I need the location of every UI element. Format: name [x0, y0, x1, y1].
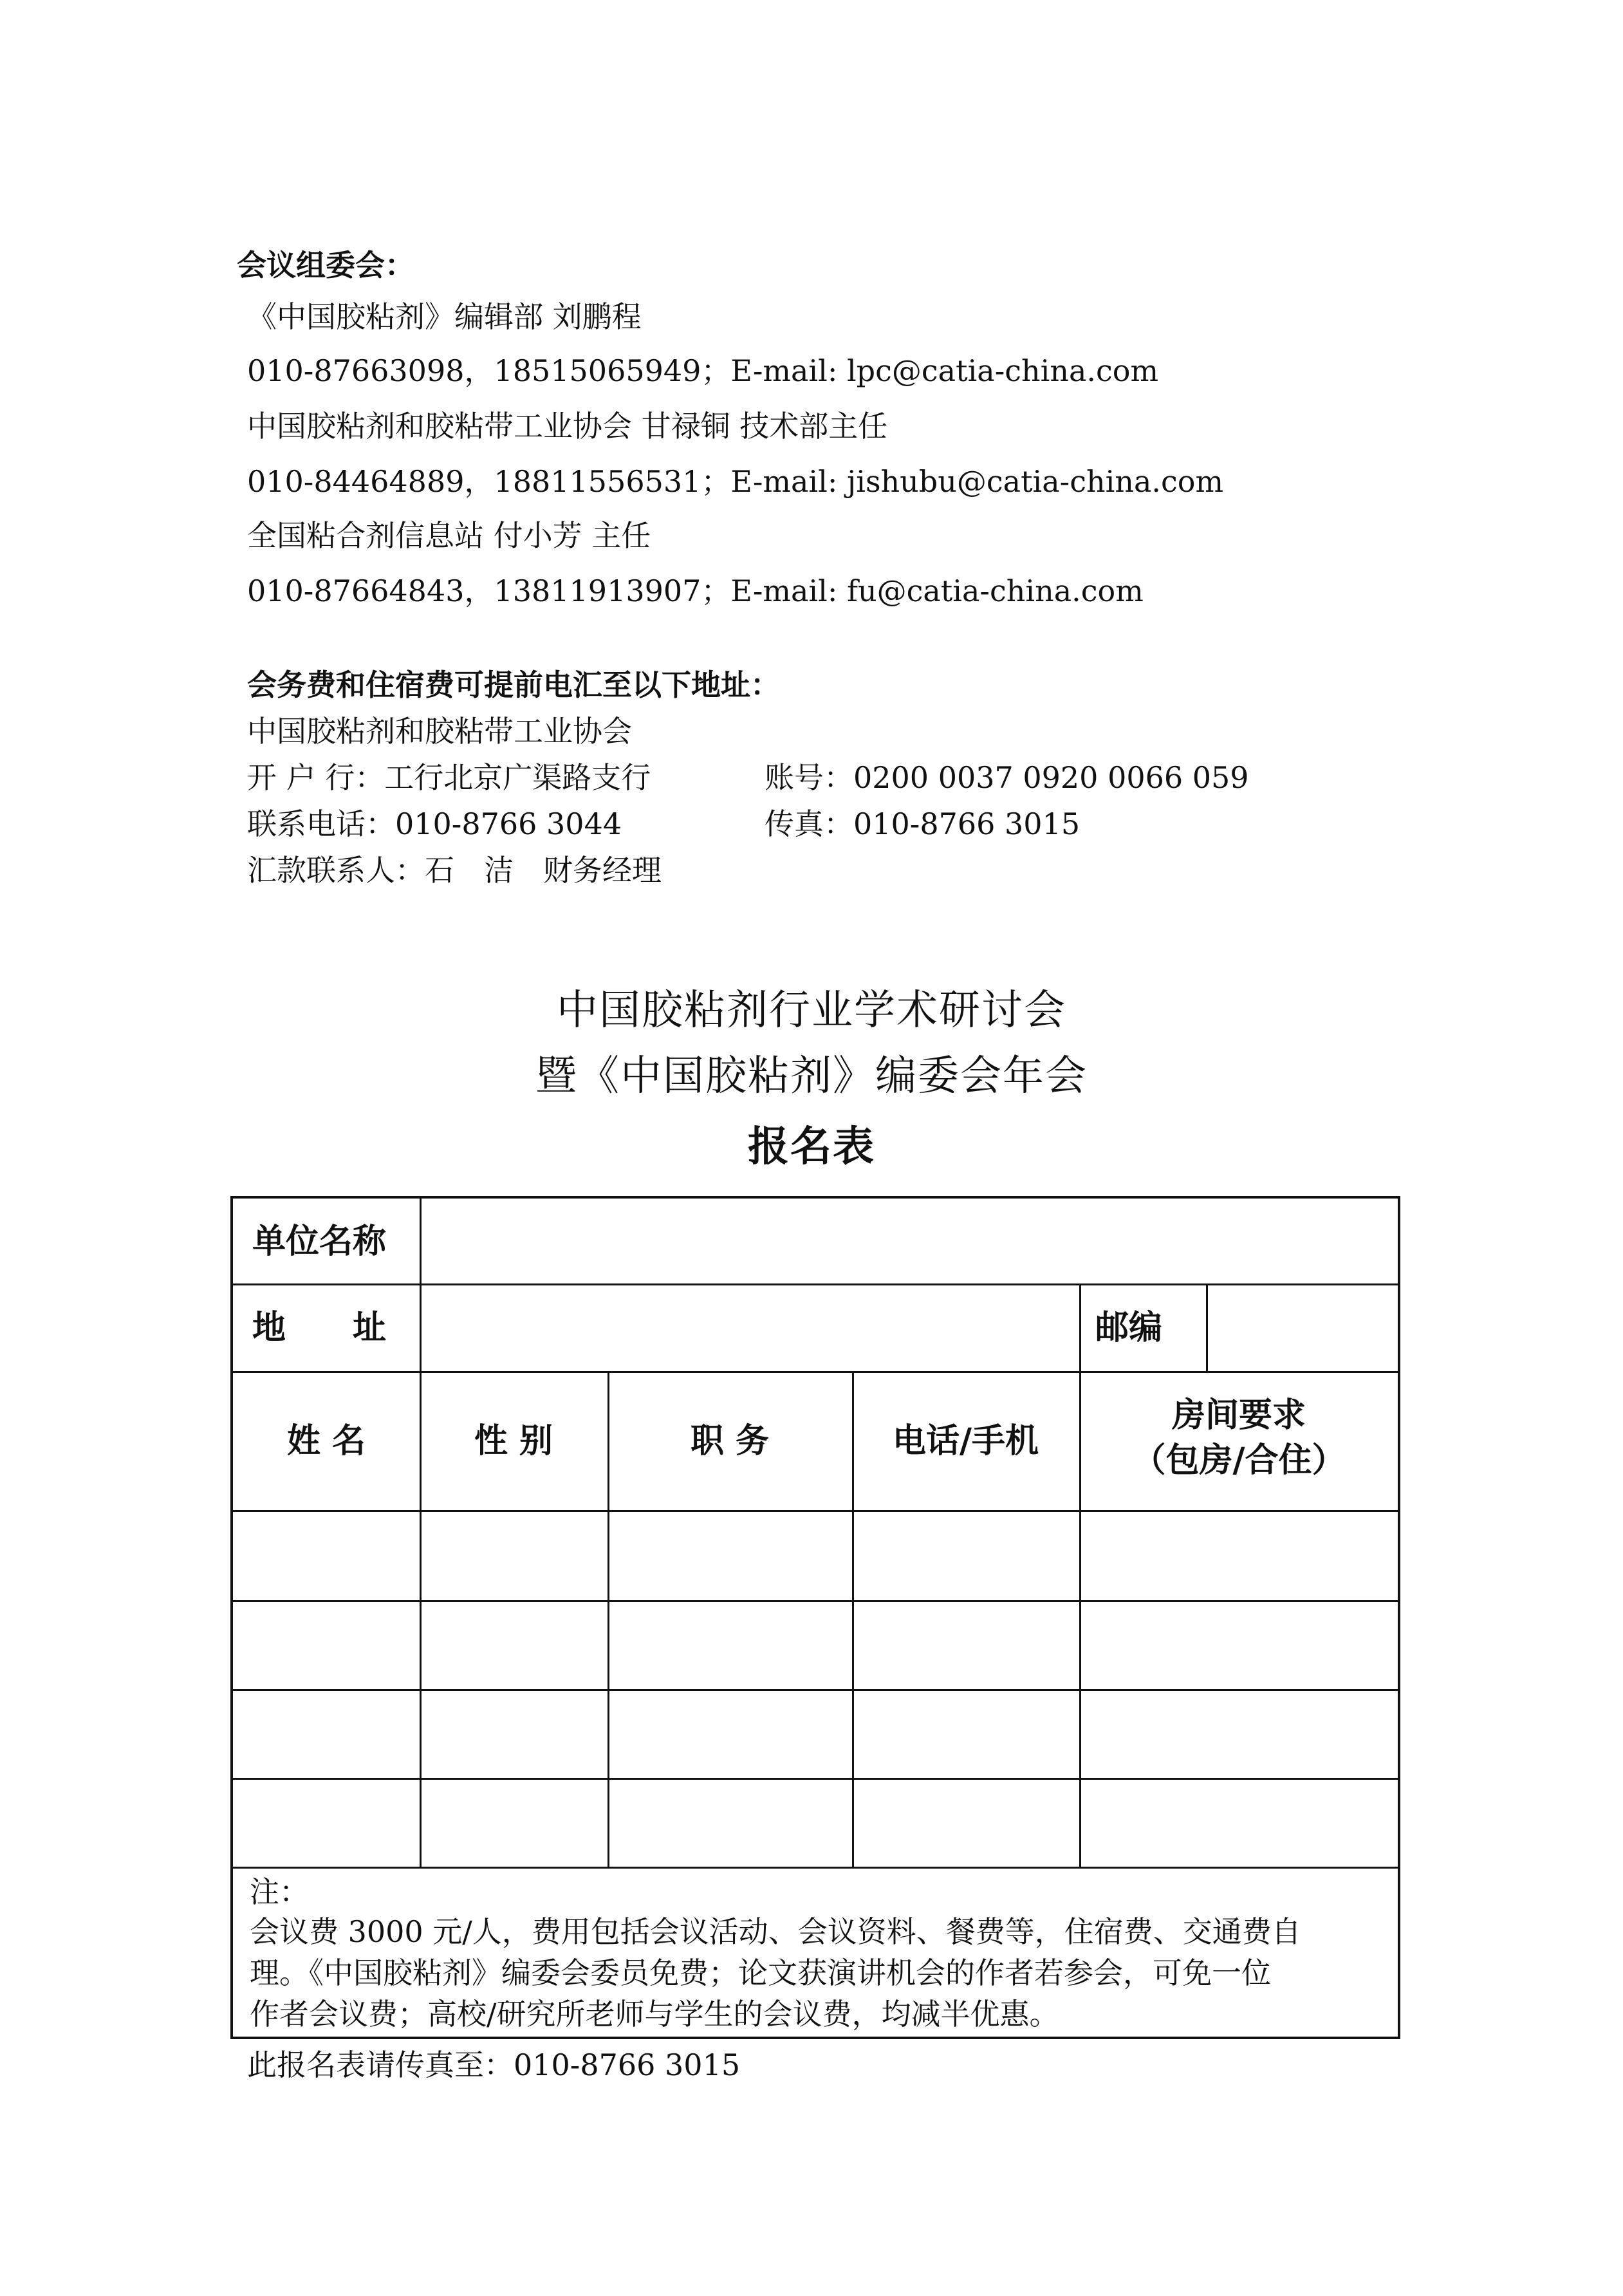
col-header-position: 职 务 [690, 1421, 770, 1461]
form-col-divider [1079, 1283, 1081, 1371]
address-label: 地 址 [252, 1308, 387, 1347]
postcode-field[interactable] [1210, 1287, 1396, 1368]
note-line-3: 作者会议费；高校/研究所老师与学生的会议费，均减半优惠。 [250, 1997, 1059, 2031]
form-row-divider [233, 1371, 1398, 1373]
form-title-line-2: 暨《中国胶粘剂》编委会年会 [535, 1052, 1088, 1100]
unit-name-label: 单位名称 [252, 1222, 387, 1261]
committee-line-1: 《中国胶粘剂》编辑部 刘鹏程 [247, 299, 642, 334]
form-title-line-1: 中国胶粘剂行业学术研讨会 [557, 987, 1066, 1034]
fax-note: 此报名表请传真至：010-8766 3015 [247, 2048, 741, 2082]
remittance-phone: 联系电话：010-8766 3044 [247, 807, 622, 841]
registration-form [230, 1196, 1400, 2039]
form-title-line-3: 报名表 [748, 1123, 875, 1171]
form-col-divider [1206, 1283, 1208, 1371]
note-label: 注： [250, 1874, 309, 1909]
committee-line-4: 010-84464889，18811556531；E-mail: jishubu@catia-china.com [247, 464, 1224, 499]
unit-name-field[interactable] [423, 1201, 1395, 1281]
committee-line-2: 010-87663098，18515065949；E-mail: lpc@catia-china.com [247, 353, 1159, 388]
note-line-1: 会议费 3000 元/人，费用包括会议活动、会议资料、餐费等，住宿费、交通费自 [250, 1914, 1301, 1949]
committee-line-3: 中国胶粘剂和胶粘带工业协会 甘禄铜 技术部主任 [247, 409, 888, 443]
address-field[interactable] [423, 1287, 1076, 1368]
note-line-2: 理。《中国胶粘剂》编委会委员免费；论文获演讲机会的作者若参会，可免一位 [250, 1955, 1271, 1990]
remittance-heading: 会务费和住宿费可提前电汇至以下地址： [247, 667, 780, 702]
remittance-contact: 汇款联系人：石 洁 财务经理 [247, 853, 662, 888]
postcode-label: 邮编 [1095, 1308, 1163, 1347]
form-row-divider [233, 1600, 1398, 1602]
remittance-account: 账号：0200 0037 0920 0066 059 [765, 760, 1249, 795]
col-header-name: 姓 名 [286, 1421, 366, 1461]
form-row-divider [233, 1867, 1398, 1869]
col-header-room: 房间要求 [1171, 1395, 1306, 1435]
remittance-bank: 开 户 行：工行北京广渠路支行 [247, 760, 651, 795]
committee-heading: 会议组委会： [237, 248, 414, 283]
form-row-divider [233, 1283, 1398, 1285]
committee-line-6: 010-87664843，13811913907；E-mail: fu@catia-china.com [247, 574, 1144, 608]
col-header-room-sub: （包房/合住） [1132, 1441, 1346, 1480]
col-header-gender: 性 别 [474, 1421, 553, 1461]
form-row-divider [233, 1778, 1398, 1780]
form-col-divider [420, 1199, 422, 1867]
col-header-phone: 电话/手机 [893, 1421, 1039, 1461]
form-row-divider [233, 1689, 1398, 1691]
committee-line-5: 全国粘合剂信息站 付小芳 主任 [247, 518, 651, 553]
remittance-org: 中国胶粘剂和胶粘带工业协会 [247, 714, 632, 749]
remittance-fax: 传真：010-8766 3015 [765, 807, 1080, 841]
form-row-divider [233, 1510, 1398, 1512]
